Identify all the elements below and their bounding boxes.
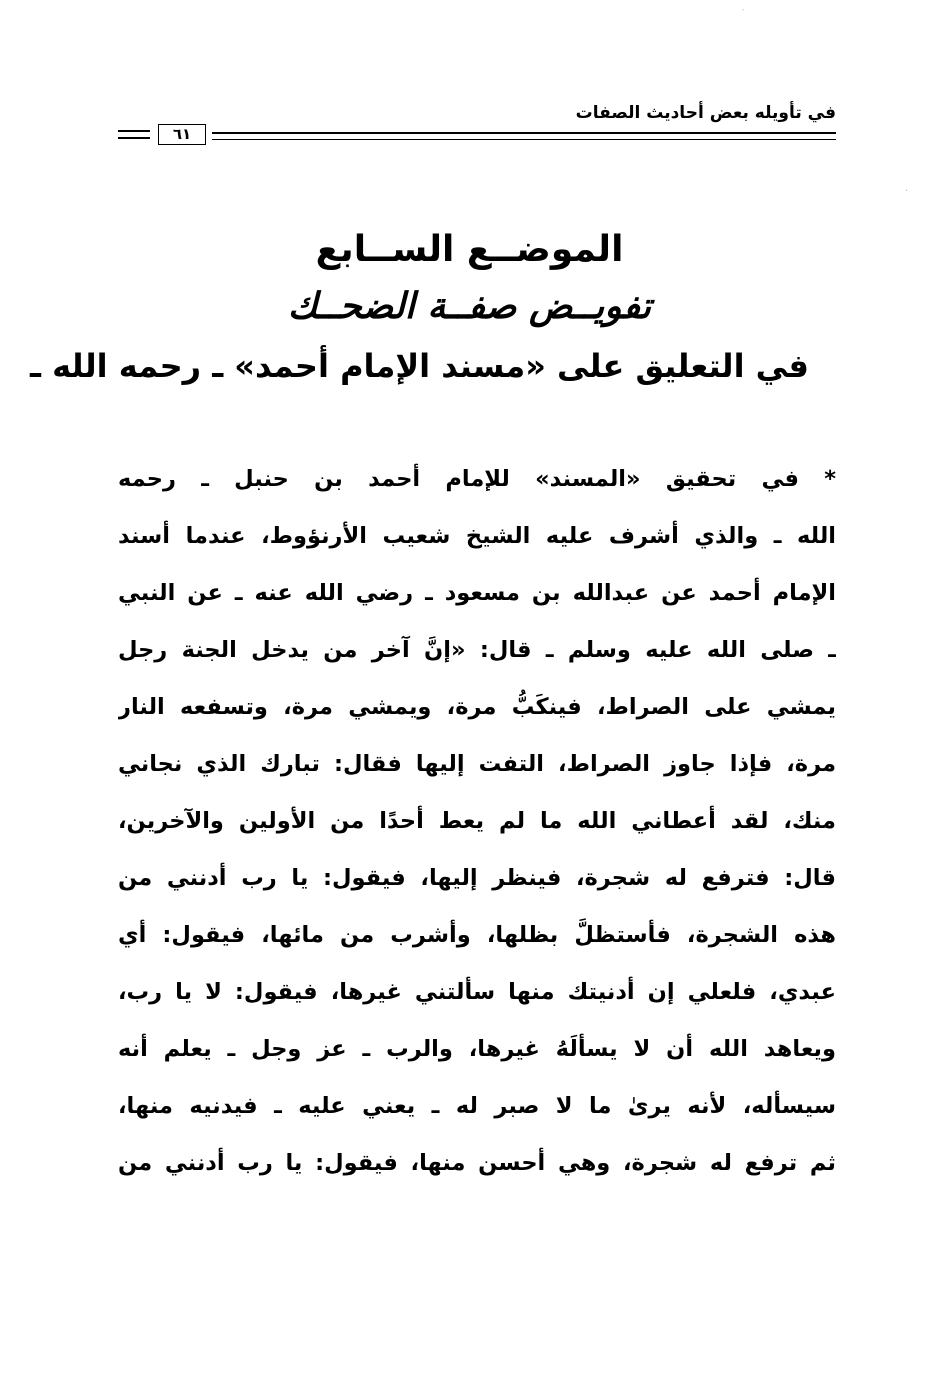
body-line: يمشي على الصراط، فينكَبُّ مرة، ويمشي مرة، وتسفعه النار xyxy=(118,694,836,720)
section-titles xyxy=(30,222,809,396)
section-subheading: تفويــض صفــة الضحــك xyxy=(287,286,652,327)
body-line: عبدي، فلعلي إن أدنيتك منها سألتني غيرها، فيقول: لا يا رب، xyxy=(118,979,836,1005)
section-heading: الموضــع الســابع xyxy=(315,229,624,270)
body-line: الإمام أحمد عن عبدالله بن مسعود ـ رضي الله عنه ـ عن النبي xyxy=(118,580,836,606)
section-context: في التعليق على «مسند الإمام أحمد» ـ رحمه الله ـ xyxy=(30,347,809,385)
header-dash-top xyxy=(118,130,150,132)
body-line: سيسأله، لأنه يرىٰ ما لا صبر له ـ يعني عليه ـ فيدنيه منها، xyxy=(118,1093,836,1119)
body-line: ثم ترفع له شجرة، وهي أحسن منها، فيقول: يا رب أدنني من xyxy=(118,1150,836,1176)
body-line: * في تحقيق «المسند» للإمام أحمد بن حنبل ـ رحمه xyxy=(118,466,836,492)
running-title: في تأويله بعض أحاديث الصفات xyxy=(575,103,836,123)
page-header xyxy=(118,100,836,156)
body-line: منك، لقد أعطاني الله ما لم يعط أحدًا من الأولين والآخرين، xyxy=(118,808,836,834)
body-line: هذه الشجرة، فأستظلَّ بظلها، وأشرب من مائها، فيقول: أي xyxy=(118,922,836,948)
header-dash-bottom xyxy=(118,137,150,139)
body-line: ويعاهد الله أن لا يسألَهُ غيرها، والرب ـ عز وجل ـ يعلم أنه xyxy=(118,1036,836,1062)
body-line: الله ـ والذي أشرف عليه الشيخ شعيب الأرنؤوط، عندما أسند xyxy=(118,523,836,549)
body-paragraph xyxy=(118,454,836,1195)
scan-speck: · xyxy=(905,186,909,197)
scan-speck: ′ xyxy=(742,8,745,19)
body-line: مرة، فإذا جاوز الصراط، التفت إليها فقال: تبارك الذي نجاني xyxy=(118,751,836,777)
body-line: قال: فترفع له شجرة، فينظر إليها، فيقول: يا رب أدنني من xyxy=(118,865,836,891)
body-line: ـ صلى الله عليه وسلم ـ قال: «إنَّ آخر من يدخل الجنة رجل xyxy=(118,637,836,663)
header-rule-bottom xyxy=(212,139,836,140)
page-number: ٦١ xyxy=(158,124,206,145)
header-rule-top xyxy=(212,132,836,134)
